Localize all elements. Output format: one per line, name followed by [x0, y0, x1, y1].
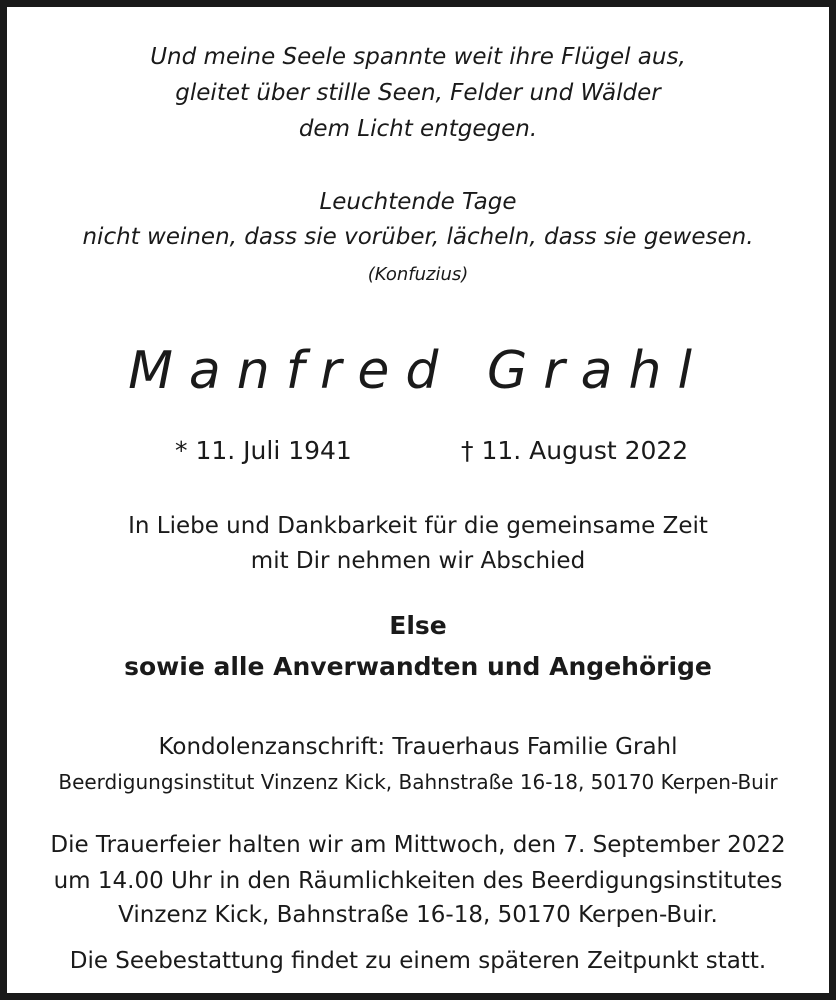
ceremony-line: um 14.00 Uhr in den Räumlichkeiten des Beerdigungsinstitutes [53, 868, 783, 894]
mourners-relatives: sowie alle Anverwandten und Angehörige [124, 652, 712, 681]
burial-note: Die Seebestattung findet zu einem späteren Zeitpunkt statt. [69, 948, 767, 974]
farewell-line: mit Dir nehmen wir Abschied [250, 548, 586, 574]
poem-line: dem Licht entgegen. [298, 116, 538, 142]
ceremony-line: Vinzenz Kick, Bahnstraße 16-18, 50170 Kerpen-Buir. [118, 902, 718, 928]
birth-date: * 11. Juli 1941 [175, 436, 352, 465]
farewell-line: In Liebe und Dankbarkeit für die gemeinsame Zeit [128, 513, 708, 539]
condolence-address-title: Kondolenzanschrift: Trauerhaus Familie Grahl [158, 734, 678, 760]
poem-line: Und meine Seele spannte weit ihre Flügel aus, [150, 44, 686, 70]
quote-line: nicht weinen, dass sie vorüber, lächeln, dass sie gewesen. [82, 224, 754, 250]
ceremony-line: Die Trauerfeier halten wir am Mittwoch, den 7. September 2022 [50, 832, 786, 858]
quote-line: Leuchtende Tage [319, 189, 517, 215]
quote-author: (Konfuzius) [367, 264, 469, 285]
condolence-address: Beerdigungsinstitut Vinzenz Kick, Bahnstraße 16-18, 50170 Kerpen-Buir [58, 770, 778, 794]
deceased-name: Manfred Grahl [128, 341, 708, 401]
mourner-name: Else [389, 611, 447, 640]
death-date: † 11. August 2022 [461, 436, 689, 465]
poem-line: gleitet über stille Seen, Felder und Wälder [175, 80, 661, 106]
